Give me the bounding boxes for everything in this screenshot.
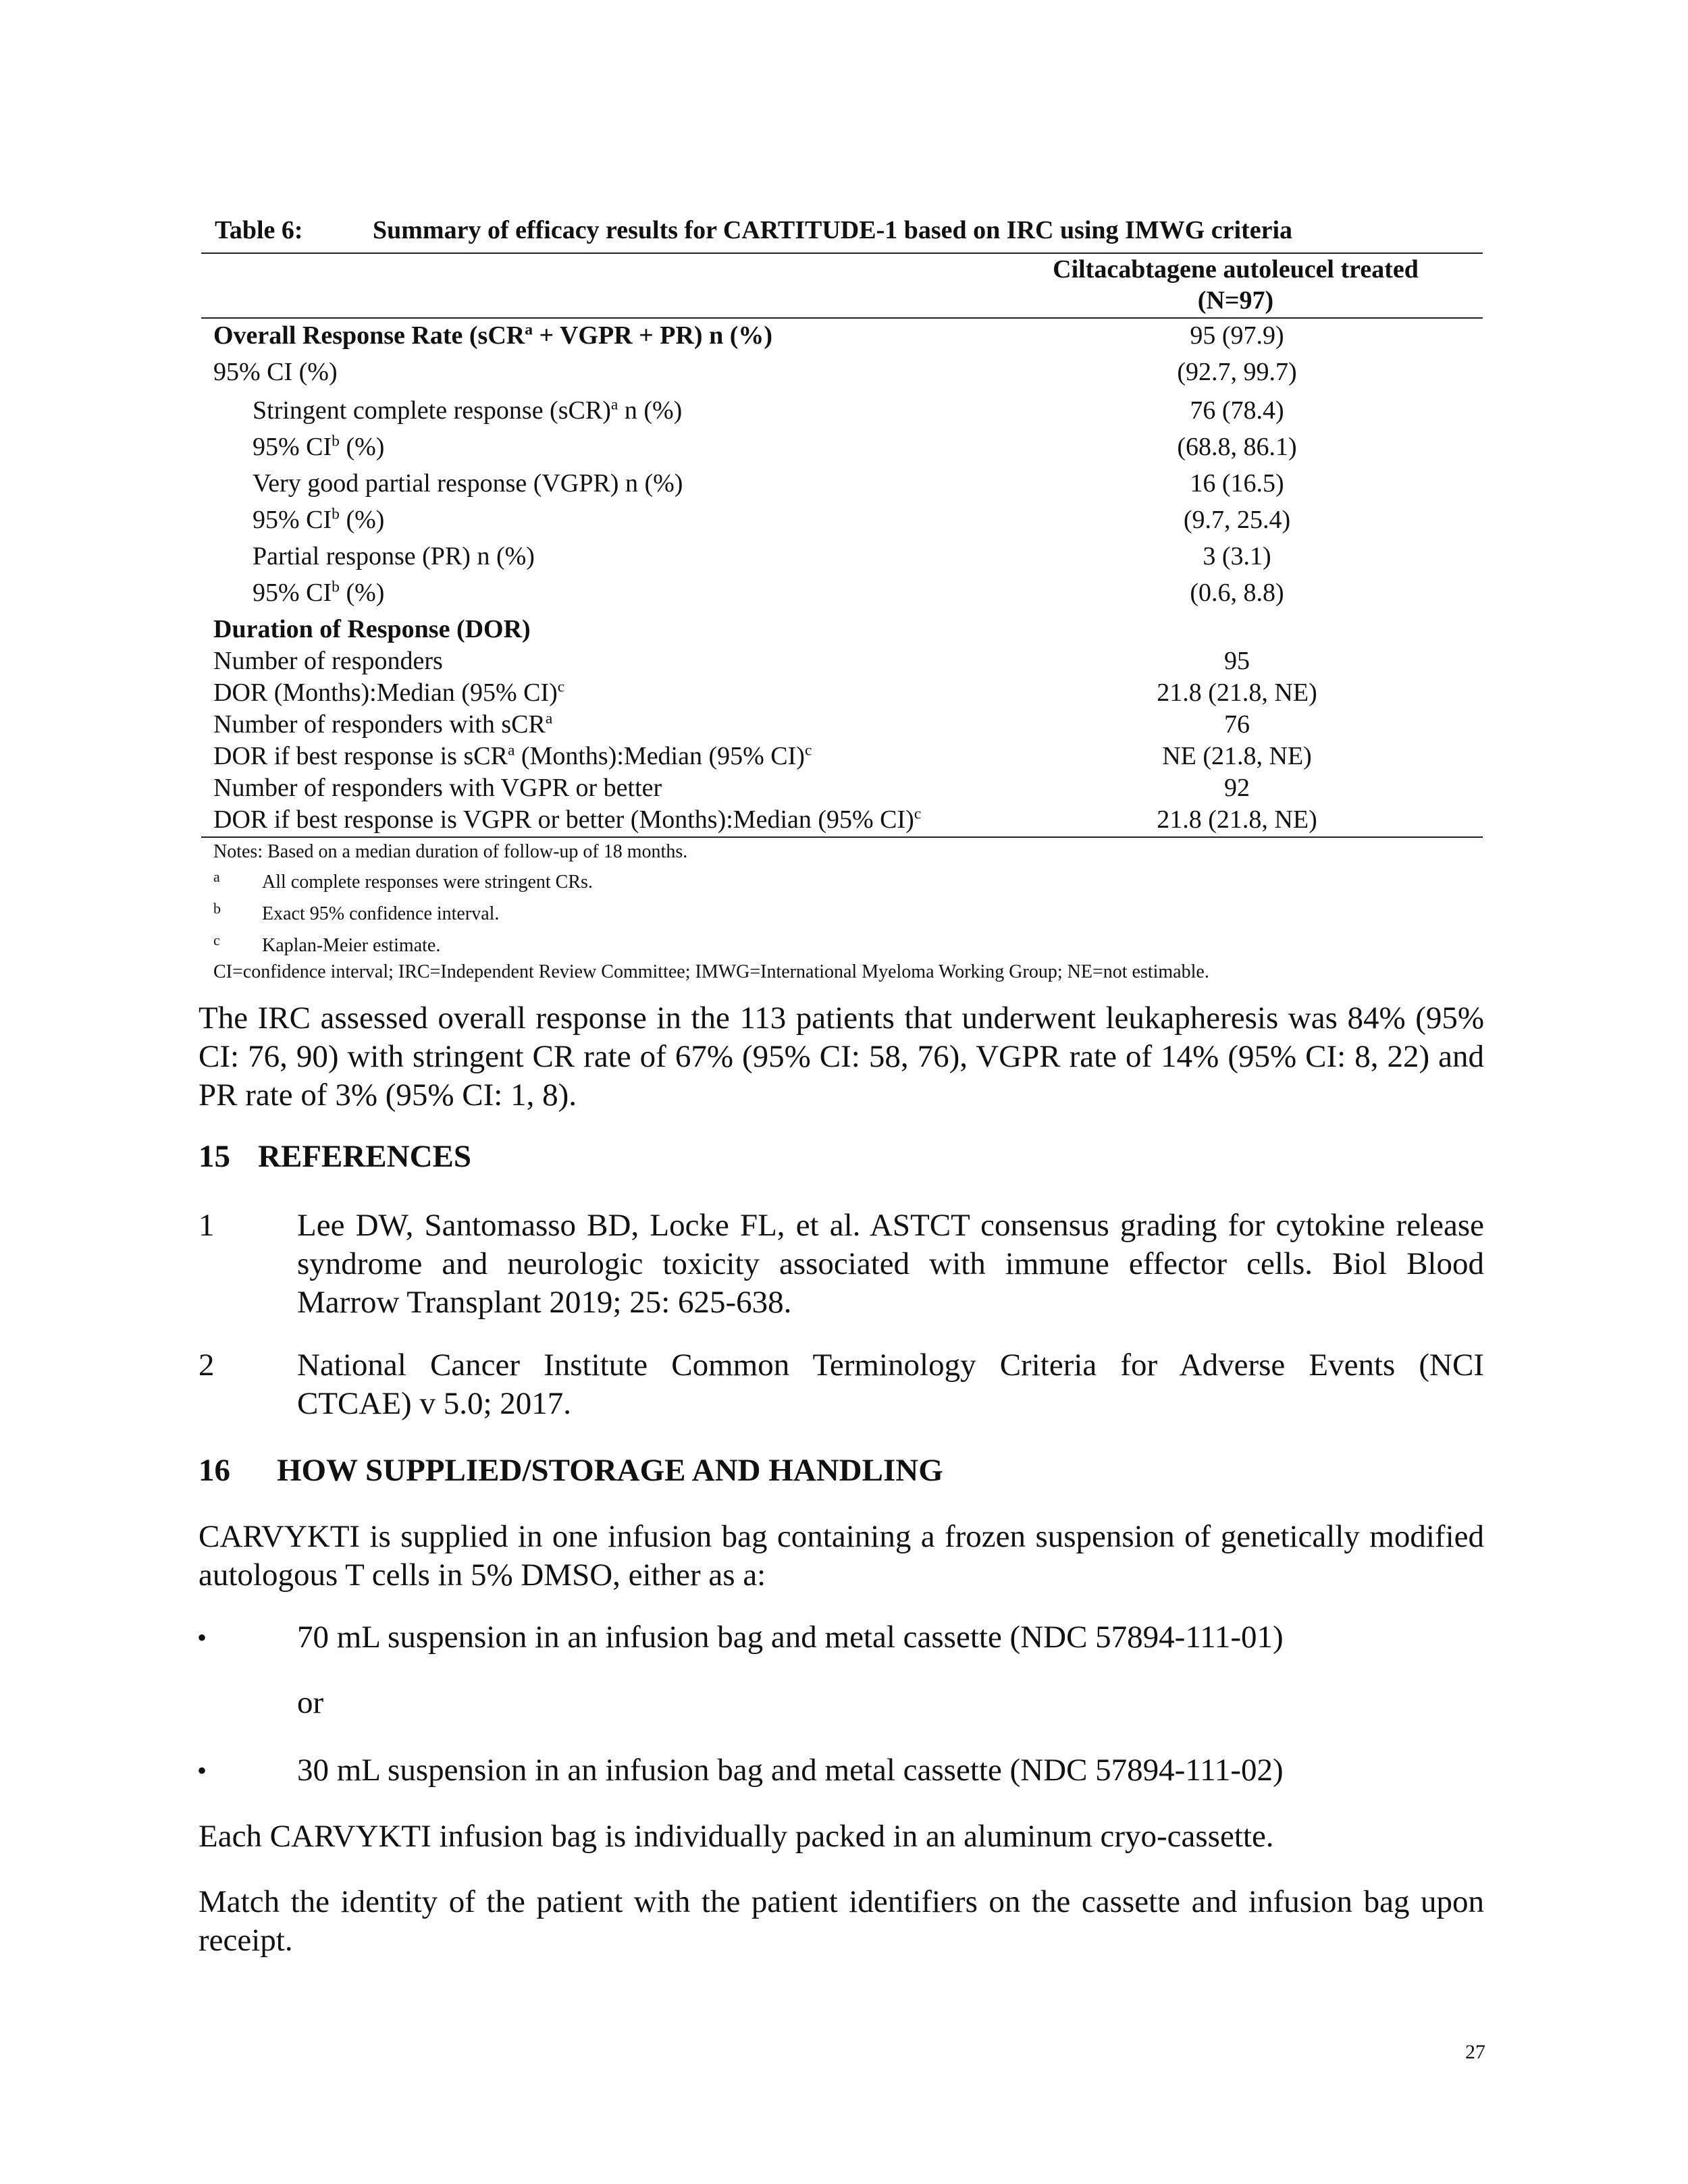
section-15-heading: 15 REFERENCES — [199, 1139, 472, 1174]
or-text: or — [297, 1685, 324, 1720]
table-value: 95 — [1224, 647, 1250, 675]
section-16-heading: 16 HOW SUPPLIED/STORAGE AND HANDLING — [199, 1453, 943, 1488]
table-value: 76 — [1224, 710, 1250, 739]
supply-intro: CARVYKTI is supplied in one infusion bag containing a frozen suspension of genetically modified autologous T cells in 5% DMSO, either as a: — [199, 1519, 1484, 1593]
column-header — [1013, 254, 1458, 316]
page-number: 27 — [1465, 2041, 1485, 2063]
reference-number: 2 — [199, 1348, 215, 1383]
reference-2: National Cancer Institute Common Terminology Criteria for Adverse Events (NCI CTCAE) v 5.0; 2017. — [297, 1348, 1484, 1421]
table-bottom-rule — [201, 836, 1483, 838]
table-value: NE (21.8, NE) — [1162, 742, 1312, 770]
table-value: (68.8, 86.1) — [1177, 433, 1297, 461]
column-header-line2: (N=97) — [1197, 286, 1274, 315]
table-value: 76 (78.4) — [1190, 396, 1284, 425]
column-header-line1: Ciltacabtagene autoleucel treated — [1053, 255, 1419, 284]
packing-paragraph: Each CARVYKTI infusion bag is individually packed in an aluminum cryo-cassette. — [199, 1819, 1274, 1854]
match-paragraph: Match the identity of the patient with the patient identifiers on the cassette and infusion bag upon receipt. — [199, 1884, 1484, 1958]
reference-1: Lee DW, Santomasso BD, Locke FL, et al. ASTCT consensus grading for cytokine release syndrome and neurologic toxicity associated with immune effector cells. Biol Blood Marrow Transplant 2019; 25: 625-638. — [297, 1208, 1484, 1320]
table-value: (0.6, 8.8) — [1190, 579, 1284, 607]
supply-option-30ml: 30 mL suspension in an infusion bag and metal cassette (NDC 57894-111-02) — [297, 1753, 1284, 1788]
table-abbreviations: CI=confidence interval; IRC=Independent Review Committee; IMWG=International Myeloma Working Group; NE=not estimable. — [213, 961, 1209, 982]
table-header-rule — [201, 317, 1483, 319]
table-value: (92.7, 99.7) — [1177, 358, 1297, 386]
bullet-icon: • — [197, 1622, 207, 1653]
table-title: Summary of efficacy results for CARTITUDE-1 based on IRC using IMWG criteria — [373, 216, 1293, 244]
table-value: 95 (97.9) — [1190, 321, 1284, 350]
table-value: 21.8 (21.8, NE) — [1157, 678, 1317, 707]
reference-number: 1 — [199, 1208, 215, 1243]
table-value: 3 (3.1) — [1203, 542, 1271, 570]
supply-option-70ml: 70 mL suspension in an infusion bag and metal cassette (NDC 57894-111-01) — [297, 1620, 1284, 1655]
table-caption — [215, 215, 1491, 246]
table-value: (9.7, 25.4) — [1183, 506, 1291, 534]
table-number: Table 6: — [215, 216, 303, 244]
bullet-icon: • — [197, 1755, 207, 1786]
table-value: 16 (16.5) — [1190, 469, 1284, 498]
irc-paragraph: The IRC assessed overall response in the 113 patients that underwent leukapheresis was 84% (95% CI: 76, 90) with stringent CR rate of 67% (95% CI: 58, 76), VGPR rate of 14% (95% CI: 8, 22) and PR rate of 3% (95% CI: 1, 8). — [199, 1001, 1484, 1113]
table-value: 92 — [1224, 774, 1250, 802]
table-notes-intro: Notes: Based on a median duration of follow-up of 18 months. — [213, 841, 688, 862]
table-value: 21.8 (21.8, NE) — [1157, 805, 1317, 834]
